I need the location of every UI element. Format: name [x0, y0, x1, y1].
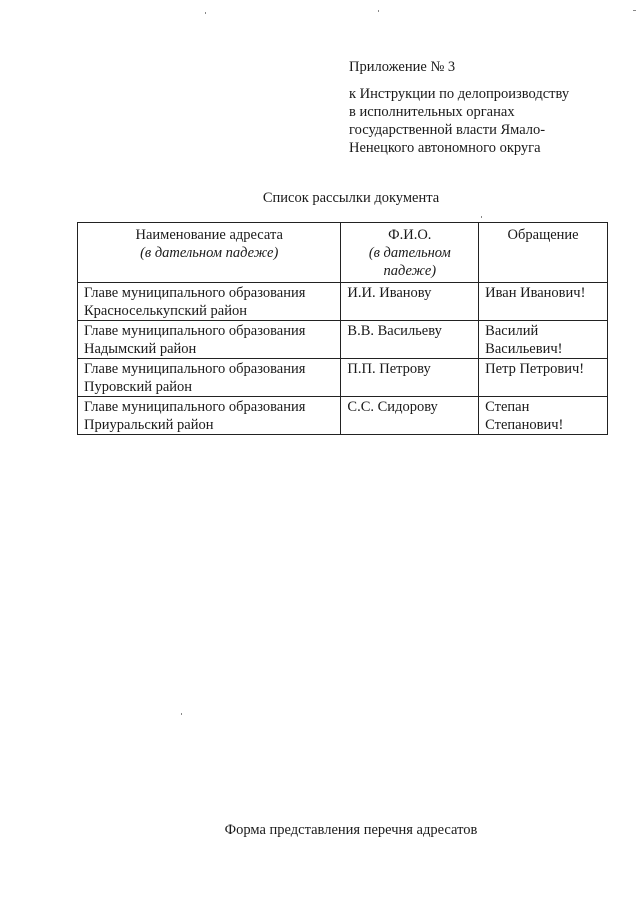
header-fio — [341, 223, 479, 283]
appendix-block — [349, 58, 609, 157]
appendix-line: Ненецкого автономного округа — [349, 140, 541, 156]
greeting-line: Степан — [485, 399, 530, 415]
addressee-line: Главе муниципального образования — [84, 285, 306, 301]
header-label: Ф.И.О. — [388, 227, 432, 243]
addressee-line: Приуральский район — [84, 417, 214, 433]
table-header-row — [78, 223, 608, 283]
cell-name: С.С. Сидорову — [341, 397, 479, 435]
footer-caption: Форма представления перечня адресатов — [224, 822, 478, 838]
greeting-line: Степанович! — [485, 417, 564, 433]
addressee-line: Красноселькупский район — [84, 303, 247, 319]
greeting-line: Петр Петрович! — [485, 361, 585, 377]
header-label: Обращение — [507, 227, 579, 243]
table-row — [78, 283, 608, 321]
greeting-line: Иван Иванович! — [485, 285, 586, 301]
table-row — [78, 321, 608, 359]
table-row — [78, 397, 608, 435]
scan-speck — [205, 12, 206, 14]
cell-name: И.И. Иванову — [341, 283, 479, 321]
scan-speck — [481, 216, 482, 218]
cell-greeting — [479, 397, 608, 435]
cell-greeting — [479, 283, 608, 321]
header-sub: (в дательном падеже) — [140, 245, 279, 261]
table-row — [78, 359, 608, 397]
addressee-line: Главе муниципального образования — [84, 399, 306, 415]
header-addressee — [78, 223, 341, 283]
addressee-line: Главе муниципального образования — [84, 323, 306, 339]
scan-speck — [181, 713, 182, 715]
header-greeting — [479, 223, 608, 283]
header-label: Наименование адресата — [135, 227, 283, 243]
addressee-line: Главе муниципального образования — [84, 361, 306, 377]
document-title: Список рассылки документа — [262, 190, 440, 206]
appendix-line: к Инструкции по делопроизводству — [349, 86, 570, 102]
scan-speck — [378, 10, 379, 12]
cell-name: П.П. Петрову — [341, 359, 479, 397]
cell-greeting — [479, 359, 608, 397]
addressee-line: Пуровский район — [84, 379, 193, 395]
scan-speck — [633, 10, 636, 11]
cell-addressee — [78, 397, 341, 435]
header-sub: (в дательном падеже) — [368, 245, 451, 279]
appendix-line: государственной власти Ямало- — [349, 122, 546, 138]
cell-name: В.В. Васильеву — [341, 321, 479, 359]
cell-addressee — [78, 283, 341, 321]
distribution-table — [77, 222, 608, 435]
greeting-line: Васильевич! — [485, 341, 563, 357]
greeting-line: Василий — [485, 323, 539, 339]
appendix-line: в исполнительных органах — [349, 104, 515, 120]
cell-greeting — [479, 321, 608, 359]
addressee-line: Надымский район — [84, 341, 197, 357]
cell-addressee — [78, 359, 341, 397]
cell-addressee — [78, 321, 341, 359]
appendix-title: Приложение № 3 — [349, 59, 456, 75]
